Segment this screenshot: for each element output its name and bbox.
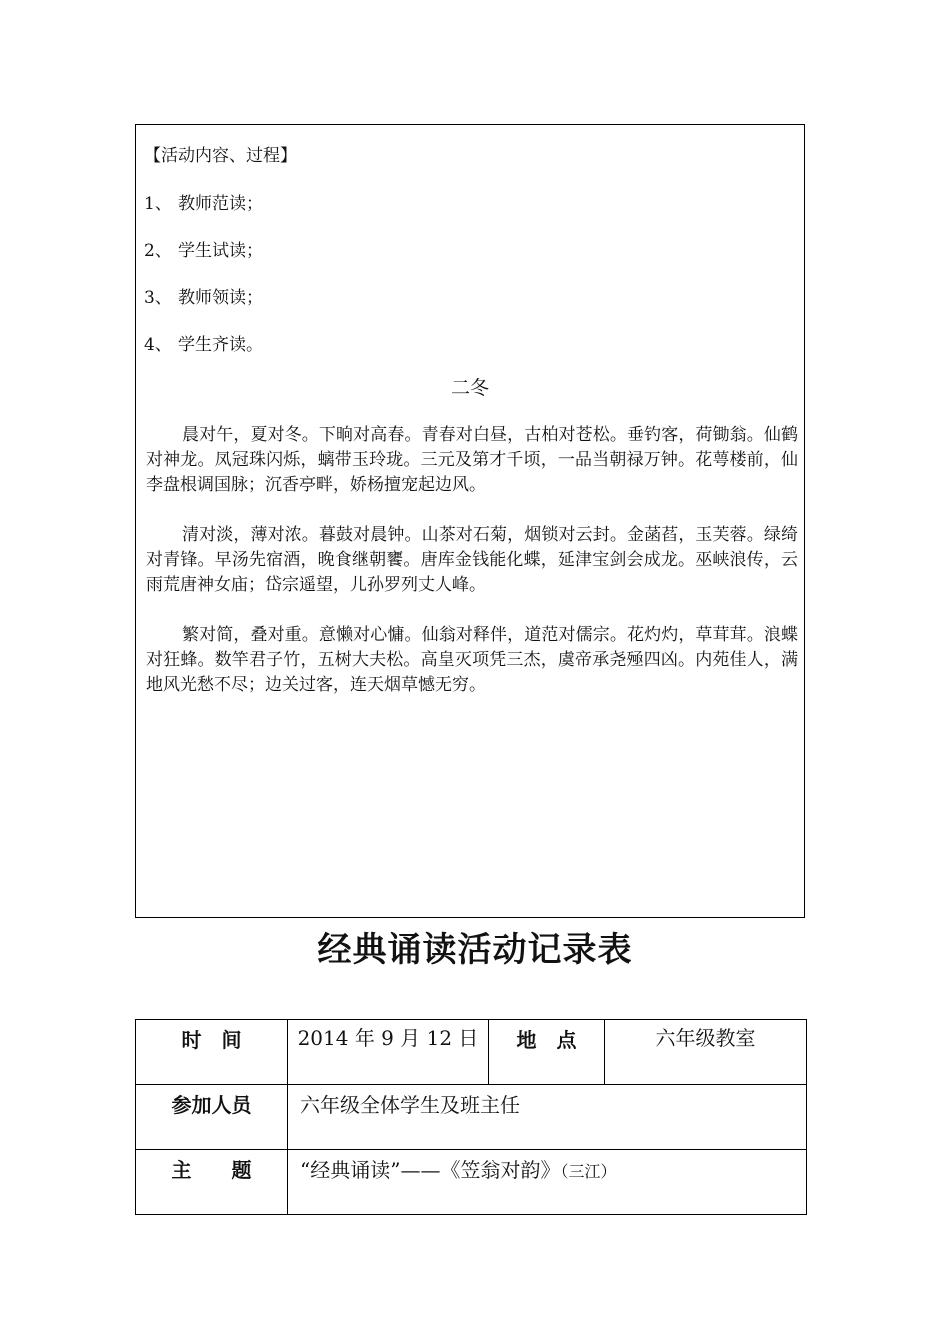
step-number: 1、 — [144, 194, 172, 214]
theme-label: 主 题 — [136, 1150, 288, 1215]
step-text: 学生试读； — [178, 241, 263, 261]
record-title: 经典诵读活动记录表 — [317, 930, 633, 970]
participants-value: 六年级全体学生及班主任 — [288, 1085, 807, 1150]
record-table — [135, 1019, 807, 1215]
poem-paragraph: 晨对午，夏对冬。下晌对高春。青春对白昼，古柏对苍松。垂钓客，荷锄翁。仙鹤对神龙。凤冠珠闪烁，螭带玉玲珑。三元及第才千顷，一品当朝禄万钟。花萼楼前，仙李盘根调国脉；沉香亭畔，娇杨擅宠起边风。 — [146, 425, 798, 495]
step-text: 教师范读； — [178, 194, 263, 214]
step-item — [144, 283, 263, 308]
table-row — [136, 1085, 807, 1150]
step-item — [144, 330, 263, 355]
activity-content-box — [135, 124, 805, 918]
step-number: 3、 — [144, 288, 172, 308]
table-row — [136, 1150, 807, 1215]
theme-value: “经典诵读”——《笠翁对韵》 — [300, 1158, 561, 1182]
poem-paragraph: 清对淡，薄对浓。暮鼓对晨钟。山茶对石菊，烟锁对云封。金菡萏，玉芙蓉。绿绮对青锋。早汤先宿酒，晚食继朝饔。唐库金钱能化蝶，延津宝剑会成龙。巫峡浪传，云雨荒唐神女庙；岱宗遥望，儿孙罗列丈人峰。 — [146, 525, 798, 595]
step-number: 4、 — [144, 335, 172, 355]
activity-heading: 【活动内容、过程】 — [144, 146, 297, 166]
poem-paragraph: 繁对简，叠对重。意懒对心慵。仙翁对释伴，道范对儒宗。花灼灼，草茸茸。浪蝶对狂蜂。数竿君子竹，五树大夫松。高皇灭项凭三杰，虞帝承尧殛四凶。内苑佳人，满地风光愁不尽；边关过客，连天烟草憾无穷。 — [146, 625, 798, 695]
step-text: 学生齐读。 — [178, 335, 263, 355]
place-value: 六年级教室 — [605, 1020, 807, 1085]
place-label: 地 点 — [489, 1020, 605, 1085]
step-number: 2、 — [144, 241, 172, 261]
step-item — [144, 189, 263, 214]
step-item — [144, 236, 263, 261]
participants-label: 参加人员 — [136, 1085, 288, 1150]
time-label: 时 间 — [136, 1020, 288, 1085]
table-row — [136, 1020, 807, 1085]
theme-cell — [288, 1150, 807, 1215]
step-text: 教师领读； — [178, 288, 263, 308]
theme-suffix: （三江） — [560, 1162, 617, 1181]
time-value: 2014 年 9 月 12 日 — [288, 1020, 489, 1085]
poem-title: 二冬 — [450, 377, 489, 399]
